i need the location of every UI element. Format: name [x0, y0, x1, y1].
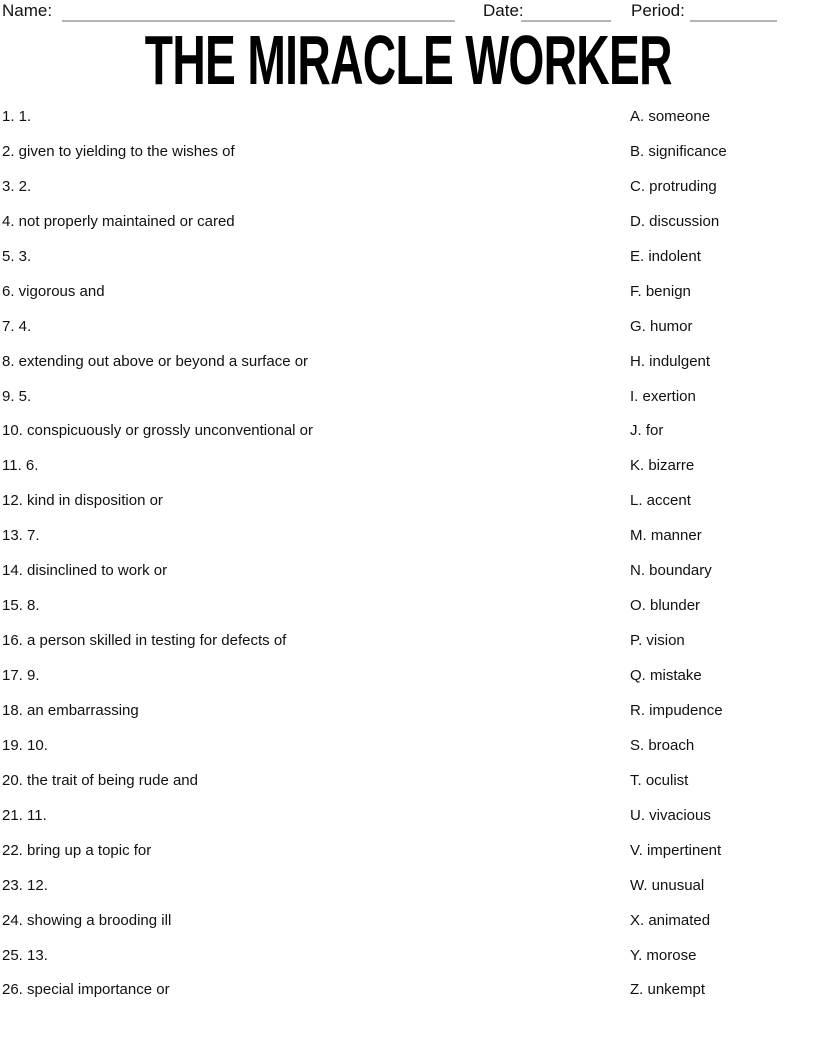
clue-item: 22. bring up a topic for [2, 841, 152, 859]
clue-item: 7. 4. [2, 317, 32, 335]
clue-item: 8. extending out above or beyond a surface or [2, 352, 309, 370]
clue-item: 23. 12. [2, 876, 48, 894]
answer-item: B. significance [630, 142, 727, 160]
clue-item: 6. vigorous and [2, 282, 105, 300]
name-label: Name: [2, 1, 53, 20]
answer-item: T. oculist [630, 771, 689, 789]
title-container [0, 21, 816, 99]
answer-item: D. discussion [630, 212, 720, 230]
answer-item: I. exertion [630, 387, 696, 405]
clue-item: 2. given to yielding to the wishes of [2, 142, 235, 160]
answer-item: F. benign [630, 282, 691, 300]
answer-item: G. humor [630, 317, 693, 335]
answer-item: J. for [630, 422, 664, 440]
answer-item: P. vision [630, 632, 685, 650]
answer-bank-list [630, 107, 816, 1015]
answer-item: S. broach [630, 736, 695, 754]
clue-item: 12. kind in disposition or [2, 492, 163, 510]
clue-item: 20. the trait of being rude and [2, 771, 198, 789]
answer-item: A. someone [630, 108, 711, 125]
clue-item: 24. showing a brooding ill [2, 911, 172, 929]
clue-item: 17. 9. [2, 667, 40, 684]
answer-item: W. unusual [630, 876, 705, 894]
answer-item: H. indulgent [630, 352, 711, 370]
answer-item: L. accent [630, 492, 691, 510]
clue-item: 18. an embarrassing [2, 701, 139, 719]
page-title: THE MIRACLE WORKER [144, 21, 672, 99]
clue-item: 1. 1. [2, 108, 32, 125]
answer-item: E. indolent [630, 247, 701, 265]
clue-item: 15. 8. [2, 597, 40, 615]
clue-item: 26. special importance or [2, 981, 170, 999]
clue-item: 14. disinclined to work or [2, 562, 168, 580]
clue-list [2, 107, 602, 1015]
clue-item: 3. 2. [2, 177, 32, 195]
answer-item: Z. unkempt [630, 981, 706, 999]
answer-item: U. vivacious [630, 806, 711, 824]
answer-item: Q. mistake [630, 667, 702, 684]
clue-item: 13. 7. [2, 527, 40, 545]
answer-item: Y. morose [630, 946, 697, 964]
clue-item: 21. 11. [2, 806, 47, 824]
clue-item: 11. 6. [2, 457, 39, 475]
answer-item: X. animated [630, 911, 711, 929]
date-label: Date: [483, 1, 524, 20]
clue-item: 5. 3. [2, 247, 32, 265]
answer-item: K. bizarre [630, 457, 695, 475]
answer-item: R. impudence [630, 701, 723, 719]
clue-item: 25. 13. [2, 946, 48, 964]
clue-item: 9. 5. [2, 387, 32, 405]
answer-item: N. boundary [630, 562, 712, 580]
answer-item: O. blunder [630, 597, 701, 615]
clue-item: 4. not properly maintained or cared [2, 212, 235, 230]
answer-item: V. impertinent [630, 841, 722, 859]
clue-item: 16. a person skilled in testing for defects of [2, 632, 287, 650]
answer-item: C. protruding [630, 177, 717, 195]
answer-item: M. manner [630, 527, 702, 545]
period-blank-line [690, 20, 777, 22]
clue-item: 10. conspicuously or grossly unconventional or [2, 422, 314, 440]
period-label: Period: [631, 1, 685, 20]
clue-item: 19. 10. [2, 736, 48, 754]
